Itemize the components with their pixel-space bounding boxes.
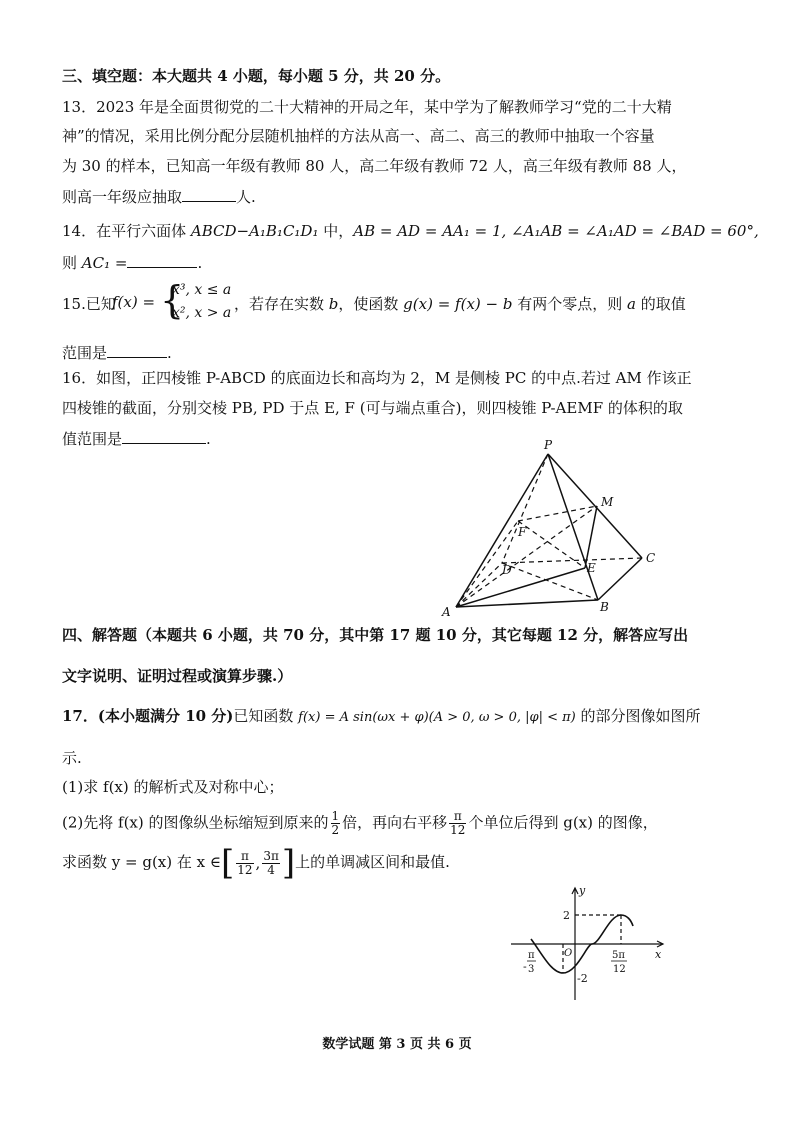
tick-label-2: 2 [563, 909, 570, 922]
q17-number: 17． [62, 707, 98, 725]
segment-EM [585, 506, 597, 568]
q16-answer-blank[interactable] [122, 429, 206, 444]
frac-den: 12 [237, 862, 253, 877]
q15-period: . [167, 344, 172, 362]
q17-part-2 [62, 810, 658, 837]
q15-mid: ，若存在实数 [234, 295, 329, 313]
q17-line-2: 示. [62, 749, 82, 767]
q15-gx: g(x) = f(x) − b [403, 295, 513, 313]
frac-num: 1 [331, 809, 340, 823]
q17-part2-b: 倍，再向右平移 [342, 813, 448, 832]
q17-part2-c: 个单位后得到 g(x) 的图像， [468, 813, 658, 832]
q15-prefix: 15.已知 [62, 295, 116, 313]
q15-answer-blank[interactable] [107, 343, 167, 358]
q15-case-2: x², x > a [172, 305, 232, 321]
q13-answer-blank[interactable] [182, 187, 236, 202]
q17-line-1 [62, 706, 701, 728]
q15-fx: f(x) = [112, 293, 156, 311]
y-axis-label: y [579, 884, 586, 897]
x-axis-label: x [655, 948, 662, 961]
q15-range-label: 范围是 [62, 344, 108, 362]
section-4-heading-line-2: 文字说明、证明过程或演算步骤.） [62, 667, 293, 685]
q14-solid-name: ABCD−A₁B₁C₁D₁ [190, 222, 319, 240]
label-C: C [646, 551, 656, 565]
q14-prefix: 14．在平行六面体 [62, 222, 191, 240]
neg-sign: - [523, 960, 527, 973]
q15-a: a [627, 295, 636, 313]
fraction-pi-over-12 [449, 810, 466, 837]
q17-score: (本小题满分 10 分) [97, 707, 234, 725]
sine-graph [505, 882, 675, 1004]
label-D: D [502, 563, 512, 577]
q13-unit: 人. [236, 188, 256, 206]
edge-PD-hidden [502, 454, 548, 563]
label-A: A [442, 605, 451, 619]
pyramid-figure [430, 436, 670, 621]
frac-num: π [449, 810, 466, 824]
q13-line-1: 13．2023 年是全面贯彻党的二十大精神的开局之年，某中学为了解教师学习“党的二十大精 [62, 98, 672, 116]
five-pi-den: 12 [613, 964, 626, 975]
interval-comma: , [255, 854, 261, 872]
q16-line-2: 四棱锥的截面，分别交棱 PB, PD 于点 E, F (可与端点重合)，则四棱锥 P-AEMF 的体积的取 [62, 399, 683, 417]
q14-line-1 [62, 221, 759, 241]
section-4-heading-line-1: 四、解答题（本题共 6 小题，共 70 分，其中第 17 题 10 分，其它每题 12 分，解答应写出 [62, 626, 689, 644]
frac-den: 4 [267, 862, 275, 877]
edge-PC [548, 454, 642, 558]
fraction-one-half [331, 810, 341, 837]
left-bracket: [ [220, 843, 235, 883]
q13-line-4 [62, 187, 256, 207]
label-P: P [544, 438, 553, 452]
q14-line-2 [62, 253, 202, 273]
frac-den: 12 [450, 823, 466, 837]
q16-period: . [206, 430, 211, 448]
q15-brace: { [160, 278, 185, 322]
neg-pi-num: π [528, 950, 535, 961]
q13-line-3: 为 30 的样本，已知高一年级有教师 80 人，高二年级有教师 72 人，高三年级有教师 88 人， [62, 157, 687, 175]
segment-FM-hidden [518, 506, 597, 521]
q16-line-3 [62, 429, 211, 449]
q14-then: 则 [62, 254, 82, 272]
q16-line-1: 16．如图，正四棱锥 P-ABCD 的底面边长和高均为 2，M 是侧棱 PC 的中点.若过 AM 作该正 [62, 369, 692, 387]
q17-part-1: (1)求 f(x) 的解析式及对称中心； [62, 778, 284, 796]
q13-text: 则高一年级应抽取 [62, 188, 183, 206]
neg-pi-den: 3 [528, 964, 535, 975]
q17-formula: f(x) = A sin(ωx + φ)(A > 0, ω > 0, |φ| < π) [298, 710, 576, 725]
q15-b: b [328, 295, 339, 313]
q15-mid2: ，使函数 [338, 295, 404, 313]
q15-text [234, 293, 686, 314]
frac-num: 3π [263, 848, 279, 863]
q17-part3-a: 求函数 y = g(x) 在 x ∈ [62, 853, 221, 871]
q17-part-3 [62, 843, 450, 883]
fraction-pi-over-12-left [236, 850, 253, 877]
section-3-heading: 三、填空题：本大题共 4 小题，每小题 5 分，共 20 分。 [62, 67, 451, 85]
q15-case-1: x³, x ≤ a [172, 282, 232, 298]
q13-line-2: 神”的情况，采用比例分配分层随机抽样的方法从高一、高二、高三的教师中抽取一个容量 [62, 127, 655, 145]
edge-PB [548, 454, 598, 600]
label-M: M [601, 495, 614, 509]
tick-label-neg-2: -2 [577, 972, 588, 985]
label-F: F [518, 525, 527, 539]
segment-AM-hidden [456, 506, 597, 607]
q15-mid3: 有两个零点，则 [512, 295, 628, 313]
frac-num: π [236, 850, 253, 864]
page-footer: 数学试题 第 3 页 共 6 页 [322, 1037, 472, 1052]
q14-mid: 中， [318, 222, 354, 240]
label-B: B [600, 600, 609, 614]
q17-intro-tail: 的部分图像如图所 [575, 707, 701, 725]
q14-period: . [197, 254, 203, 272]
edge-BC [598, 558, 642, 600]
fraction-3pi-over-4 [262, 850, 280, 877]
q17-part2-a: (2)先将 f(x) 的图像纵坐标缩短到原来的 [62, 813, 329, 832]
q14-ac1: AC₁ = [81, 254, 128, 272]
origin-label: O [564, 948, 573, 959]
right-bracket: ] [281, 843, 296, 883]
q14-answer-blank[interactable] [127, 253, 197, 268]
q14-conditions: AB = AD = AA₁ = 1, ∠A₁AB = ∠A₁AD = ∠BAD = 60°, [353, 222, 759, 240]
label-E: E [587, 561, 596, 575]
five-pi-num: 5π [612, 950, 625, 961]
frac-den: 2 [331, 823, 340, 837]
q16-range-label: 值范围是 [62, 430, 123, 448]
q15-tail: 的取值 [635, 295, 686, 313]
q17-part3-b: 上的单调减区间和最值. [295, 853, 450, 871]
q17-intro: 已知函数 [233, 707, 299, 725]
q15-line-2 [62, 343, 172, 363]
